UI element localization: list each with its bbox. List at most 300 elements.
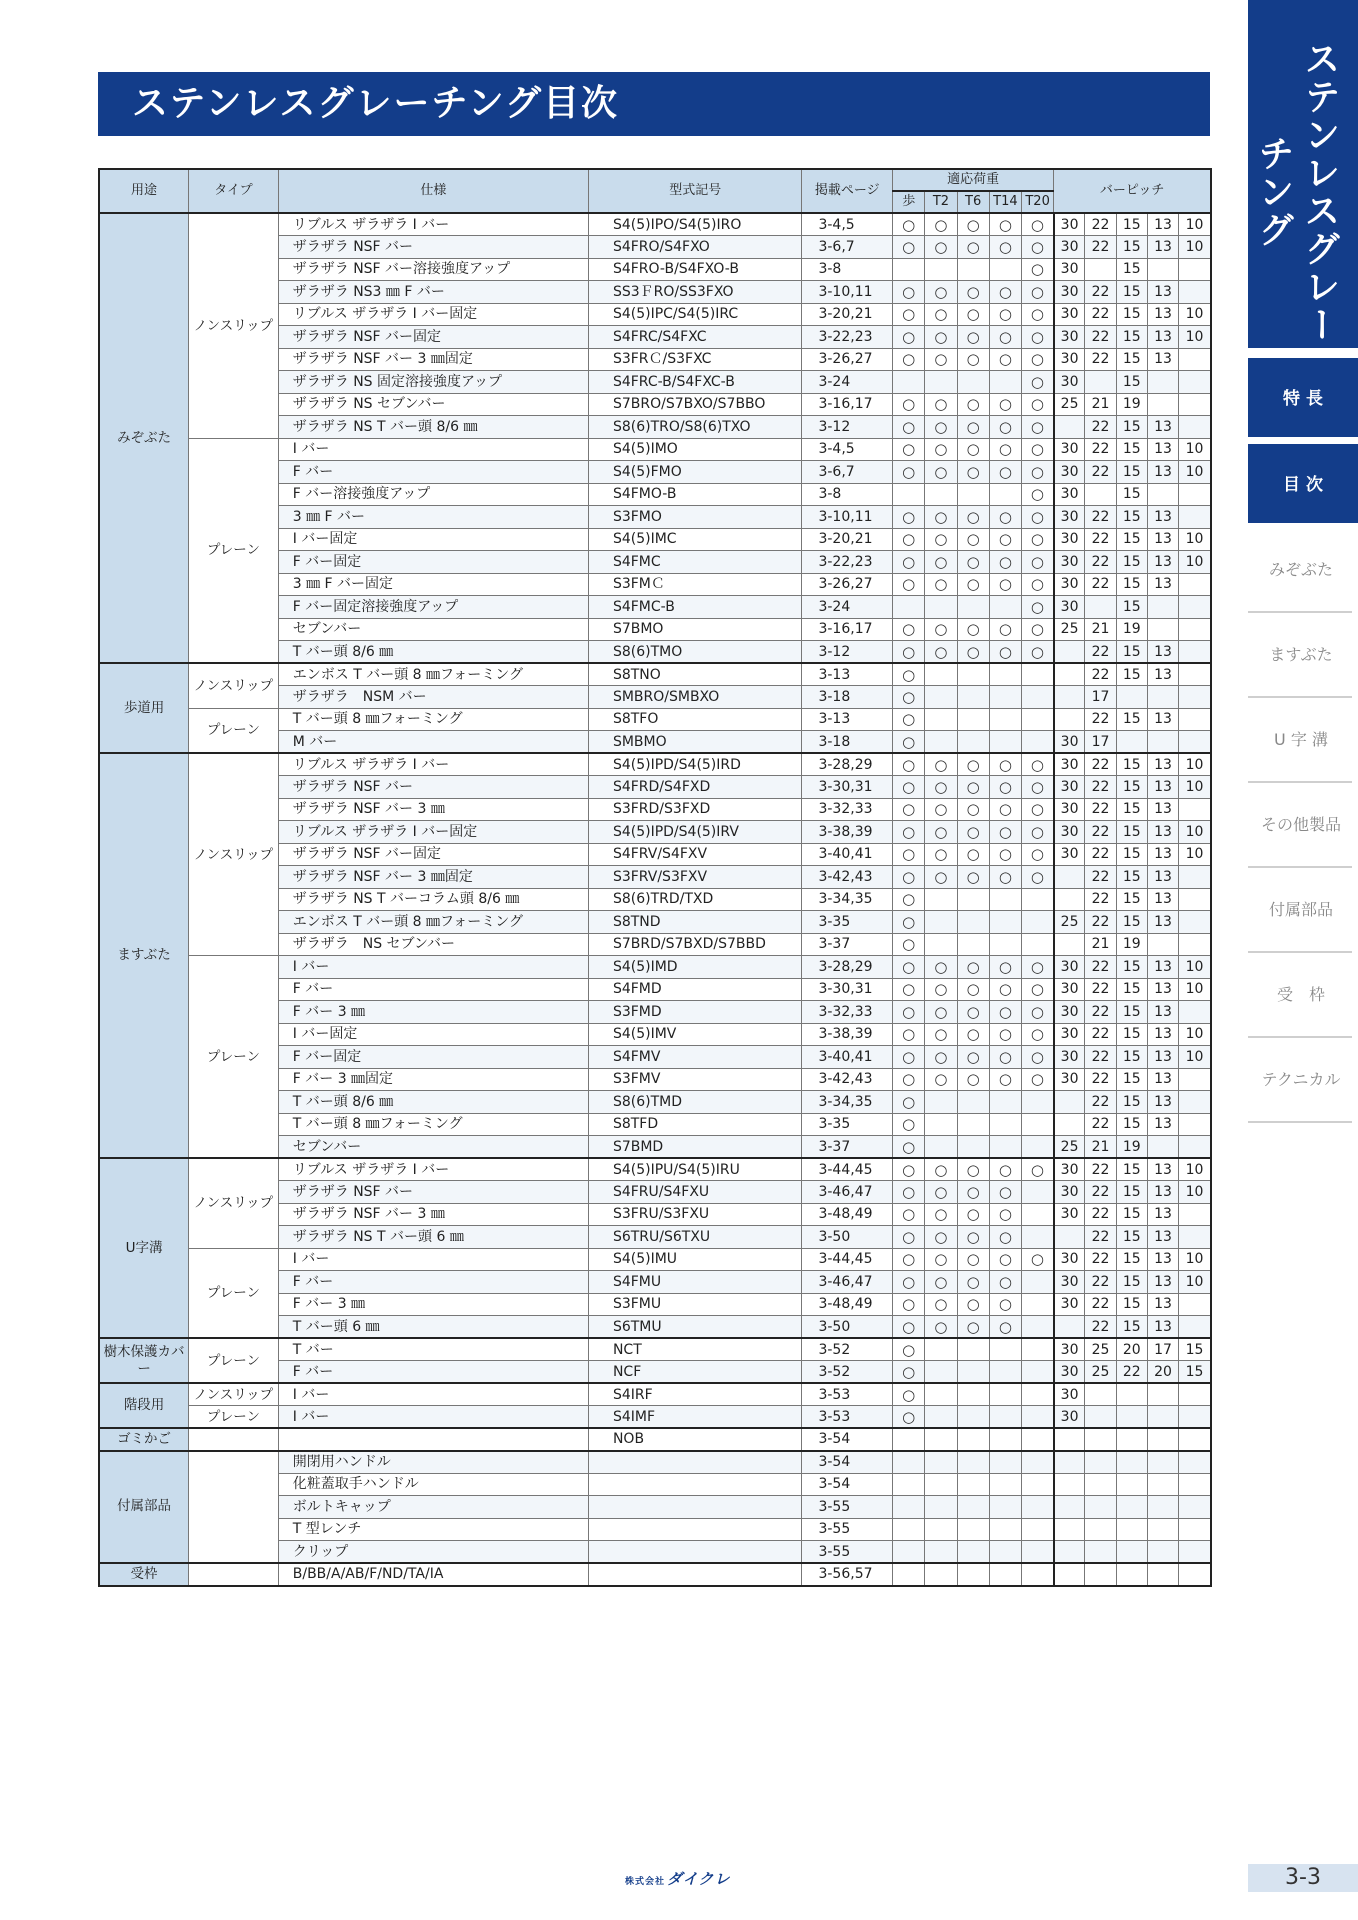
header-use: 用途 [99,169,189,213]
load-mark: ○ [925,866,957,889]
page-cell: 3-37 [802,1136,893,1159]
load-mark: ○ [1021,438,1053,461]
spec-cell: ザラザラ NSF バー 3 ㎜ [278,798,588,821]
table-header [99,169,1211,213]
logo-name: ダイクレ [667,1870,731,1888]
load-mark [925,1428,957,1451]
load-mark: ○ [989,821,1021,844]
nav-item-7[interactable]: 受 枠 [1276,985,1325,1004]
load-mark: ○ [957,1158,989,1181]
pitch-cell: 13 [1147,281,1178,304]
pitch-cell: 15 [1116,348,1147,371]
model-cell: S8TNO [588,663,802,686]
load-mark [989,911,1021,934]
pitch-cell: 30 [1054,528,1085,551]
spec-cell: エンボス T バー頭 8 ㎜フォーミング [278,663,588,686]
load-mark: ○ [925,303,957,326]
load-mark: ○ [1021,371,1053,394]
model-cell: SS3ＦRO/SS3FXO [588,281,802,304]
load-mark [925,1563,957,1586]
pitch-cell: 13 [1147,1091,1178,1114]
spec-cell: I バー固定 [278,528,588,551]
spec-cell: F バー固定 [278,551,588,574]
model-cell: S6TRU/S6TXU [588,1226,802,1249]
load-mark: ○ [989,1158,1021,1181]
nav-item-4[interactable]: U 字 溝 [1274,730,1328,749]
load-mark: ○ [893,1316,925,1339]
nav-item-8[interactable]: テクニカル [1261,1070,1341,1089]
use-cell: U字溝 [99,1158,189,1338]
use-cell: ゴミかご [99,1428,189,1451]
pitch-cell [1116,1406,1147,1429]
pitch-cell: 15 [1116,753,1147,776]
model-cell: S8TND [588,911,802,934]
spec-cell: リブルス ザラザラ I バー固定 [278,303,588,326]
pitch-cell: 15 [1116,438,1147,461]
load-mark [989,371,1021,394]
nav-separator [1248,611,1352,613]
use-cell: ますぶた [99,753,189,1158]
pitch-cell: 30 [1054,978,1085,1001]
pitch-cell: 15 [1116,1271,1147,1294]
spec-cell: 3 ㎜ F バー固定 [278,573,588,596]
load-mark [957,1541,989,1564]
spec-cell: I バー [278,1406,588,1429]
nav-item-5[interactable]: その他製品 [1260,815,1341,834]
pitch-cell [1179,506,1211,529]
pitch-cell: 19 [1116,933,1147,956]
load-mark: ○ [1021,551,1053,574]
pitch-cell [1179,708,1211,731]
pitch-cell [1179,483,1211,506]
load-mark [893,371,925,394]
pitch-cell: 13 [1147,1113,1178,1136]
load-mark [925,686,957,709]
spec-cell: リブルス ザラザラ I バー固定 [278,821,588,844]
pitch-cell: 15 [1116,911,1147,934]
pitch-cell: 13 [1147,843,1178,866]
model-cell [588,1473,802,1496]
load-mark: ○ [925,326,957,349]
pitch-cell [1085,483,1116,506]
pitch-cell: 10 [1179,326,1211,349]
load-mark: ○ [1021,281,1053,304]
pitch-cell: 30 [1054,1181,1085,1204]
pitch-cell: 13 [1147,641,1178,664]
pitch-cell: 15 [1116,258,1147,281]
load-mark [1021,731,1053,754]
spec-cell: リブルス ザラザラ I バー [278,753,588,776]
model-cell: S4(5)IPU/S4(5)IRU [588,1158,802,1181]
load-mark: ○ [957,326,989,349]
pitch-cell [1054,1496,1085,1519]
load-mark: ○ [893,1001,925,1024]
load-mark: ○ [957,641,989,664]
load-mark [925,1541,957,1564]
load-mark: ○ [893,821,925,844]
load-mark: ○ [893,1203,925,1226]
pitch-cell: 30 [1054,326,1085,349]
pitch-cell [1054,1226,1085,1249]
spec-cell: I バー固定 [278,1023,588,1046]
load-mark: ○ [957,1203,989,1226]
load-mark: ○ [957,213,989,236]
header-model: 型式記号 [588,169,802,213]
pitch-cell: 22 [1116,1361,1147,1384]
load-mark: ○ [1021,326,1053,349]
table-row [99,956,1211,979]
pitch-cell: 22 [1085,551,1116,574]
page-cell: 3-44,45 [802,1158,893,1181]
load-mark: ○ [925,1181,957,1204]
load-mark: ○ [989,1023,1021,1046]
load-mark: ○ [1021,348,1053,371]
pitch-cell: 22 [1085,821,1116,844]
load-mark: ○ [989,1271,1021,1294]
nav-item-2[interactable]: みぞぶた [1268,560,1333,579]
load-mark [1021,708,1053,731]
model-cell: S8(6)TRD/TXD [588,888,802,911]
pitch-cell: 30 [1054,236,1085,259]
pitch-cell: 10 [1179,303,1211,326]
header-load-t2: T2 [925,191,957,213]
page-cell: 3-40,41 [802,843,893,866]
pitch-cell: 25 [1085,1361,1116,1384]
table-row [99,1248,1211,1271]
model-cell: S3FRV/S3FXV [588,866,802,889]
nav-item-0[interactable]: 特 長 [1248,358,1358,440]
use-cell: 受枠 [99,1563,189,1586]
pitch-cell: 19 [1116,618,1147,641]
spec-cell: F バー 3 ㎜ [278,1293,588,1316]
pitch-cell: 17 [1147,1338,1178,1361]
pitch-cell: 15 [1116,1181,1147,1204]
table-row [99,1428,1211,1451]
pitch-cell: 30 [1054,753,1085,776]
load-mark: ○ [925,551,957,574]
load-mark: ○ [893,551,925,574]
load-mark: ○ [893,641,925,664]
pitch-cell: 22 [1085,506,1116,529]
model-cell: S4(5)IPO/S4(5)IRO [588,213,802,236]
pitch-cell: 13 [1147,1001,1178,1024]
table-row [99,1406,1211,1429]
page-cell: 3-32,33 [802,1001,893,1024]
load-mark [989,1541,1021,1564]
nav-item-1[interactable]: 目 次 [1248,444,1358,526]
load-mark: ○ [1021,416,1053,439]
load-mark: ○ [925,1248,957,1271]
pitch-cell [1179,1203,1211,1226]
load-mark [893,1428,925,1451]
spec-cell: ザラザラ NSF バー固定 [278,326,588,349]
load-mark: ○ [925,438,957,461]
pitch-cell: 30 [1054,303,1085,326]
pitch-cell: 22 [1085,1158,1116,1181]
load-mark [989,1338,1021,1361]
model-cell [588,1518,802,1541]
pitch-cell [1147,1541,1178,1564]
load-mark [925,258,957,281]
pitch-cell: 13 [1147,438,1178,461]
load-mark [925,888,957,911]
load-mark: ○ [925,213,957,236]
load-mark: ○ [1021,956,1053,979]
load-mark [1021,888,1053,911]
table-row [99,708,1211,731]
pitch-cell: 13 [1147,326,1178,349]
pitch-cell [1054,1541,1085,1564]
model-cell: S4FMU [588,1271,802,1294]
model-cell: S4(5)IMV [588,1023,802,1046]
load-mark [989,1518,1021,1541]
pitch-cell: 13 [1147,1068,1178,1091]
pitch-cell: 17 [1085,731,1116,754]
model-cell: S4FRC-B/S4FXC-B [588,371,802,394]
pitch-cell: 13 [1147,236,1178,259]
model-cell: S4FRO/S4FXO [588,236,802,259]
load-mark [893,1451,925,1474]
page-cell: 3-42,43 [802,1068,893,1091]
pitch-cell [1054,1563,1085,1586]
load-mark: ○ [893,393,925,416]
pitch-cell [1179,933,1211,956]
pitch-cell: 15 [1116,461,1147,484]
pitch-cell: 13 [1147,821,1178,844]
pitch-cell [1085,1541,1116,1564]
load-mark [1021,1451,1053,1474]
load-mark: ○ [989,798,1021,821]
load-mark: ○ [989,956,1021,979]
use-cell: 付属部品 [99,1451,189,1564]
pitch-cell [1179,371,1211,394]
model-cell: S3FMV [588,1068,802,1091]
load-mark: ○ [1021,213,1053,236]
load-mark: ○ [925,1068,957,1091]
load-mark: ○ [1021,978,1053,1001]
header-type: タイプ [189,169,279,213]
page-cell: 3-54 [802,1428,893,1451]
load-mark: ○ [989,461,1021,484]
spec-cell: F バー [278,978,588,1001]
spec-cell: F バー [278,1361,588,1384]
pitch-cell [1116,1541,1147,1564]
table-row [99,663,1211,686]
load-mark: ○ [989,641,1021,664]
load-mark [1021,1091,1053,1114]
nav-item-6[interactable]: 付属部品 [1268,900,1333,919]
model-cell: S4FRO-B/S4FXO-B [588,258,802,281]
model-cell: NCF [588,1361,802,1384]
pitch-cell [1147,1383,1178,1406]
pitch-cell [1085,1518,1116,1541]
page-cell: 3-13 [802,663,893,686]
pitch-cell [1147,371,1178,394]
pitch-cell: 30 [1054,1203,1085,1226]
table-row [99,1338,1211,1361]
spec-cell: ザラザラ NSF バー [278,776,588,799]
pitch-cell [1147,483,1178,506]
load-mark: ○ [893,911,925,934]
page-cell: 3-42,43 [802,866,893,889]
load-mark [1021,1136,1053,1159]
pitch-cell: 15 [1116,1046,1147,1069]
pitch-cell: 15 [1116,1226,1147,1249]
load-mark [989,1473,1021,1496]
model-cell: S4(5)IMO [588,438,802,461]
page-cell: 3-18 [802,686,893,709]
pitch-cell: 13 [1147,1226,1178,1249]
spec-cell: T バー [278,1338,588,1361]
page-cell: 3-16,17 [802,393,893,416]
load-mark [957,1473,989,1496]
pitch-cell: 13 [1147,1316,1178,1339]
load-mark: ○ [957,1271,989,1294]
pitch-cell: 13 [1147,506,1178,529]
pitch-cell: 22 [1085,438,1116,461]
page-cell: 3-6,7 [802,236,893,259]
load-mark [925,708,957,731]
pitch-cell: 15 [1116,596,1147,619]
pitch-cell [1054,686,1085,709]
model-cell: S4FMC-B [588,596,802,619]
load-mark [957,1496,989,1519]
type-cell [189,1451,279,1564]
load-mark: ○ [957,776,989,799]
pitch-cell [1147,1518,1178,1541]
load-mark [957,708,989,731]
type-cell: ノンスリップ [189,1383,279,1406]
type-cell [189,1428,279,1451]
pitch-cell [1116,686,1147,709]
load-mark: ○ [893,236,925,259]
pitch-cell [1179,1473,1211,1496]
pitch-cell: 22 [1085,1293,1116,1316]
load-mark: ○ [989,1226,1021,1249]
pitch-cell: 15 [1116,1113,1147,1136]
model-cell: SMBMO [588,731,802,754]
pitch-cell: 10 [1179,1046,1211,1069]
pitch-cell: 30 [1054,1361,1085,1384]
header-load-walk: 歩 [893,191,925,213]
spec-cell: I バー [278,956,588,979]
spec-cell: T バー頭 8 ㎜フォーミング [278,1113,588,1136]
load-mark: ○ [989,303,1021,326]
load-mark: ○ [925,348,957,371]
pitch-cell: 15 [1116,483,1147,506]
pitch-cell [1147,596,1178,619]
load-mark: ○ [1021,303,1053,326]
pitch-cell [1179,618,1211,641]
pitch-cell: 10 [1179,956,1211,979]
page-cell: 3-26,27 [802,348,893,371]
load-mark [925,1518,957,1541]
logo-prefix: 株式会社 [625,1877,666,1887]
pitch-cell: 13 [1147,776,1178,799]
page-cell: 3-53 [802,1406,893,1429]
pitch-cell [1054,1518,1085,1541]
table-row [99,1158,1211,1181]
pitch-cell: 30 [1054,1023,1085,1046]
load-mark: ○ [989,213,1021,236]
load-mark: ○ [1021,618,1053,641]
load-mark: ○ [925,573,957,596]
nav-item-3[interactable]: ますぶた [1269,645,1333,664]
pitch-cell: 10 [1179,753,1211,776]
load-mark [989,1091,1021,1114]
page-title: ステンレスグレーチング目次 [98,72,1210,136]
load-mark [989,708,1021,731]
pitch-cell: 30 [1054,1248,1085,1271]
spec-cell: F バー [278,1271,588,1294]
page-cell: 3-53 [802,1383,893,1406]
load-mark: ○ [925,956,957,979]
pitch-cell: 22 [1085,843,1116,866]
pitch-cell: 15 [1116,956,1147,979]
page-cell: 3-24 [802,596,893,619]
load-mark [989,1428,1021,1451]
pitch-cell: 10 [1179,213,1211,236]
load-mark [1021,1428,1053,1451]
load-mark: ○ [925,1158,957,1181]
load-mark [989,663,1021,686]
load-mark: ○ [1021,596,1053,619]
load-mark [957,1383,989,1406]
pitch-cell: 13 [1147,911,1178,934]
pitch-cell [1179,888,1211,911]
pitch-cell [1179,258,1211,281]
pitch-cell: 20 [1116,1338,1147,1361]
load-mark: ○ [925,1226,957,1249]
pitch-cell: 22 [1085,1226,1116,1249]
load-mark: ○ [989,326,1021,349]
pitch-cell [1085,371,1116,394]
load-mark: ○ [1021,258,1053,281]
load-mark [925,1383,957,1406]
load-mark: ○ [925,1046,957,1069]
load-mark: ○ [925,506,957,529]
load-mark: ○ [925,236,957,259]
load-mark: ○ [893,1023,925,1046]
load-mark: ○ [989,776,1021,799]
pitch-cell: 15 [1116,303,1147,326]
spec-cell: F バー [278,461,588,484]
pitch-cell: 13 [1147,708,1178,731]
load-mark [925,1406,957,1429]
load-mark: ○ [957,978,989,1001]
load-mark [989,1136,1021,1159]
pitch-cell: 30 [1054,258,1085,281]
pitch-cell: 10 [1179,461,1211,484]
pitch-cell [1179,1001,1211,1024]
table-body [99,213,1211,1586]
page-cell: 3-12 [802,641,893,664]
load-mark: ○ [989,1068,1021,1091]
load-mark [1021,1181,1053,1204]
pitch-cell: 22 [1085,1181,1116,1204]
load-mark: ○ [989,978,1021,1001]
pitch-cell: 15 [1116,1001,1147,1024]
load-mark: ○ [893,663,925,686]
pitch-cell: 15 [1116,1068,1147,1091]
load-mark [925,1473,957,1496]
pitch-cell: 15 [1116,1158,1147,1181]
pitch-cell: 13 [1147,1181,1178,1204]
side-navigation [1248,0,1358,1920]
page-cell: 3-8 [802,258,893,281]
pitch-cell: 15 [1116,1316,1147,1339]
spec-cell: ザラザラ NSF バー固定 [278,843,588,866]
